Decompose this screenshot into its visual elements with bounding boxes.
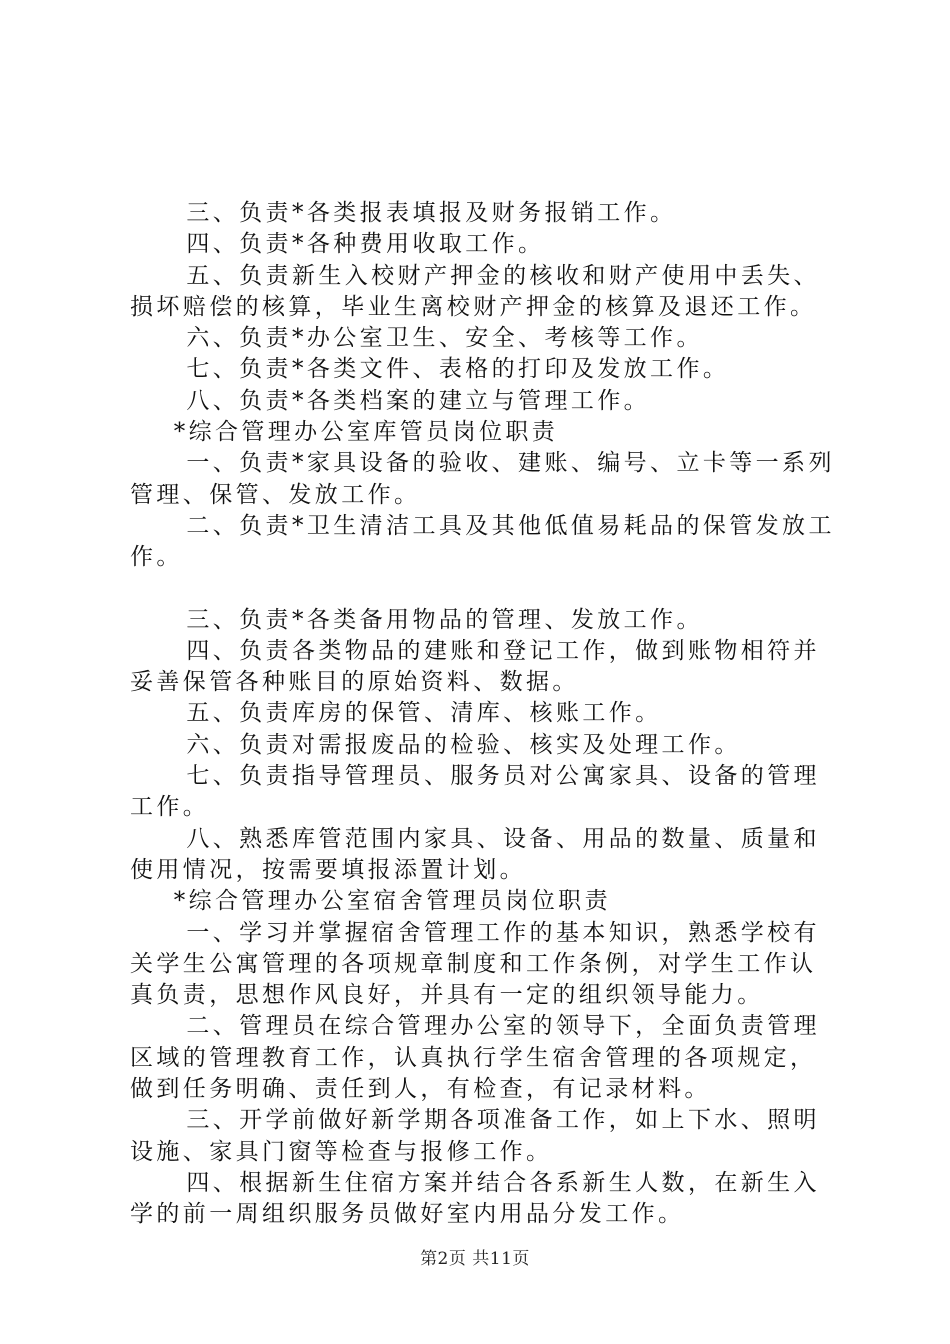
paragraph-item: 六、负责*办公室卫生、安全、考核等工作。 xyxy=(186,325,703,352)
paragraph-item: 一、负责*家具设备的验收、建账、编号、立卡等一系列管理、保管、发放工作。 xyxy=(130,450,835,508)
paragraph-item: 二、管理员在综合管理办公室的领导下，全面负责管理区域的管理教育工作，认真执行学生宿舍管理的各项规定，做到任务明确、责任到人，有检查，有记录材料。 xyxy=(130,1013,820,1103)
paragraph-item: 八、负责*各类档案的建立与管理工作。 xyxy=(186,387,651,414)
paragraph-item: 八、熟悉库管范围内家具、设备、用品的数量、质量和使用情况，按需要填报添置计划。 xyxy=(130,825,820,883)
paragraph-item: 六、负责对需报废品的检验、核实及处理工作。 xyxy=(186,731,741,758)
paragraph-item: 二、负责*卫生清洁工具及其他低值易耗品的保管发放工作。 xyxy=(130,512,835,571)
paragraph-item: 五、负责新生入校财产押金的核收和财产使用中丢失、损坏赔偿的核算，毕业生离校财产押金的核算及退还工作。 xyxy=(130,262,820,320)
paragraph-item: 三、负责*各类报表填报及财务报销工作。 xyxy=(186,200,677,226)
document-body xyxy=(130,198,835,1231)
paragraph-item: 七、负责指导管理员、服务员对公寓家具、设备的管理工作。 xyxy=(130,763,820,821)
section-heading-storekeeper: *综合管理办公室库管员岗位职责 xyxy=(173,419,559,446)
paragraph-item: 四、根据新生住宿方案并结合各系新生人数，在新生入学的前一周组织服务员做好室内用品分发工作。 xyxy=(130,1169,820,1228)
paragraph-item: 一、学习并掌握宿舍管理工作的基本知识，熟悉学校有关学生公寓管理的各项规章制度和工作条例，对学生工作认真负责，思想作风良好，并具有一定的组织领导能力。 xyxy=(130,919,820,1009)
paragraph-item: 三、负责*各类备用物品的管理、发放工作。 xyxy=(186,606,703,633)
page-number-footer: 第2页 共11页 xyxy=(420,1249,530,1269)
paragraph-item: 七、负责*各类文件、表格的打印及发放工作。 xyxy=(186,356,730,383)
section-heading-dorm-manager: *综合管理办公室宿舍管理员岗位职责 xyxy=(173,888,611,915)
paragraph-item: 五、负责库房的保管、清库、核账工作。 xyxy=(186,700,662,727)
paragraph-item: 四、负责*各种费用收取工作。 xyxy=(186,231,545,258)
paragraph-item: 三、开学前做好新学期各项准备工作，如上下水、照明设施、家具门窗等检查与报修工作。 xyxy=(130,1107,820,1165)
paragraph-item: 四、负责各类物品的建账和登记工作，做到账物相符并妥善保管各种账目的原始资料、数据。 xyxy=(130,637,820,696)
paragraph-gap xyxy=(130,574,835,605)
